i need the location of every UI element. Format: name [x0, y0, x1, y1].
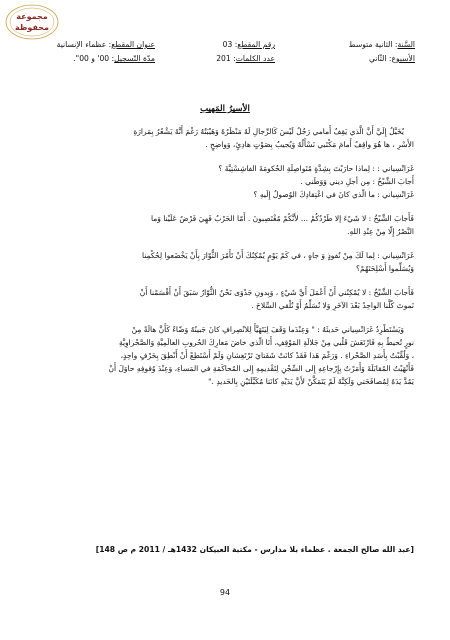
- paragraph: [36, 249, 414, 275]
- text-line: يُخَيَّلُ إِلَيَّ أَنَّ الَّذي يَقِفُ أَمامي رَجُلٌ لَيْسَ كَالرِّجالِ لَهُ مَنْظَرُهُ وَهَيْبَتُهُ رَغْمَ أَنَّهُ يَشْعُرُ بِمَرارَةِ: [133, 127, 404, 136]
- text-line: غَرَاتْسِياني : : لِماذا حارَبْتَ بِشِدَّةٍ مُتَواصِلَةِ الحُكومَةَ الفاشِسْتِيَّةَ ؟: [218, 164, 414, 173]
- section-number-value: 03: [222, 40, 233, 49]
- text-title: الأسيرُ المَهيب: [200, 104, 250, 114]
- text-line: فَأَجابَ الشَّيْخُ : لا شَيْءَ إلا طَرْدُكُمْ ... لأَنَّكُمْ مُغْتَصِبونَ . أَمّا الحَرْبُ فَهِيَ فَرْضٌ عَلَيْنا وَما: [150, 214, 414, 223]
- info-row-2: [35, 52, 415, 66]
- section-title-field: عنوان المقطع: عظماء الإنسانية: [56, 40, 155, 49]
- section-title-label: عنوان المقطع: [111, 40, 155, 49]
- week-field: الأسبوع: الثّاني: [368, 54, 415, 63]
- duration-field: مدّة التّسجيل: 00' و 00".: [73, 54, 155, 63]
- text-line: يَمُدَّ يَدَهُ لِمُصافَحَتي وَلَكِنَّهُ لَمْ يَتَمَكَّنْ لأَنَّ يَدَيْهِ كانَتا مُكَبَّلَتَيْنِ بِالحَديدِ .": [208, 377, 414, 386]
- text-line: نورٍ تُحيطُ بِهِ فَارْتَعَشَ قَلْبي مِنْ جَلالَةِ المَوْقِفِ، أَنَا الّذي خاضَ مَعارِكَ الحُروبِ العالَمِيَّةِ وَالصَّحْراوِيَّةِ: [118, 338, 414, 347]
- duration-label: مدّة التّسجيل: [114, 54, 155, 63]
- level-label: السَّنة: [397, 40, 415, 49]
- lesson-info-header: [35, 38, 415, 66]
- section-title-value: عظماء الإنسانية: [56, 40, 107, 49]
- text-line: فَأَنْهَيْتُ المُقابَلَةَ وَأَمَرْتُ بِإِرْجاعِهِ إِلى السِّجْنِ لِتَقْديمِهِ إِلى المُحاكَمَةِ في المَساءِ، وَعِنْدَ وُقوفِهِ حاوَلَ أَنْ: [108, 364, 414, 373]
- level-field: السَّنة: الثانية متوسط: [348, 40, 415, 49]
- page-number: 94: [219, 588, 231, 597]
- text-line: الأَسْرِ ، ها هُوَ واقِفٌ أَمامَ مَكْتَبي نَسْأَلُهُ وَيُجيبُ بِصَوْتٍ هادِئٍ، وَواضِحٍ .: [205, 140, 414, 149]
- week-label: الأسبوع: [391, 54, 415, 63]
- info-row-1: [35, 38, 415, 52]
- text-line: غَرَاتْسِياني : لِما لَكَ مِنْ نُفوذٍ وَ جاهٍ ، في كَمْ يَوْمٍ يُمْكِنُكَ أَنْ تَأْمُرَ الثُّوّارَ بِأَنْ يَخْضَعوا لِحُكْمِنا: [141, 251, 414, 260]
- text-line: أَجابَ الشَّيْخُ : مِن أجلِ ديني وَوَطَني .: [300, 177, 414, 186]
- paragraph: [36, 286, 414, 312]
- stamp-text-2: محفوظة: [15, 23, 49, 32]
- text-line: غَرَاتْسِياني : ما الّذي كانَ في اعْتِقادِكَ الوُصولُ إِلَيهِ ؟: [253, 190, 414, 199]
- text-line: ، وَلُقِّبْتُ بِأَسَدِ الصَّحْراءِ . وَرَغْمَ هَذا فَقَدْ كانَتْ شَفَتايَ تَرْتَعِشانِ وَلَمْ أَسْتَطِعْ أَنْ أَنْطِقَ بِحَرْفٍ واحِدٍ،: [120, 351, 414, 360]
- paragraph: [36, 125, 414, 151]
- paragraph: [36, 323, 414, 388]
- word-count-value: 201: [216, 54, 231, 63]
- text-line: وَيَسْتَطْرِدُ غَرَاتْسِياني حَديثَهُ : " وَعِنْدَما وَقَفَ لِيَتَهَيَّأَ لِلانْصِرافِ كانَ جَبينُهُ وَضّاءً كَأَنَّ هالَةً مِنْ: [131, 325, 404, 334]
- text-line: فَأَجابَ الشَّيْخُ : لا يُمْكِنُني أَنْ أَعْمَلَ أَيَّ شَيْءٍ ، وَبِدونِ جَدْوَى نَحْنُ الثُّوّارُ سَبَقَ أَنْ أَقْسَمْنا أَنْ: [139, 288, 414, 297]
- section-number-field: رقم المقطع: 03: [222, 40, 275, 49]
- text-line: نَموتَ كُلُّنا الواحِدُ بَعْدَ الآخَرِ وَلا نُسَلِّمُ أَوْ نُلْقي السِّلاحَ .: [251, 301, 414, 310]
- duration-value: 00' و 00".: [73, 54, 110, 63]
- source-reference: [عبد الله صالح الجمعة . عظماء بلا مدارس - مكتبة العبيكان 1432هـ / 2011 م ص 148]: [95, 545, 414, 554]
- word-count-label: عدد الكلمات: [235, 54, 275, 63]
- level-value: الثانية متوسط: [348, 40, 393, 49]
- text-line: وَيُسَلِّموا أَسْلِحَتَهُمْ؟: [356, 264, 414, 273]
- word-count-field: عدد الكلمات: 201: [216, 54, 275, 63]
- paragraph: [36, 162, 414, 201]
- text-line: النَّصْرُ إِلّا مِنْ عِنْدِ اللهِ.: [347, 227, 414, 236]
- reading-text: [36, 125, 414, 399]
- paragraph: [36, 212, 414, 238]
- section-number-label: رقم المقطع: [237, 40, 275, 49]
- week-value: الثّاني: [368, 54, 387, 63]
- stamp-text-1: مجموعة: [16, 12, 48, 21]
